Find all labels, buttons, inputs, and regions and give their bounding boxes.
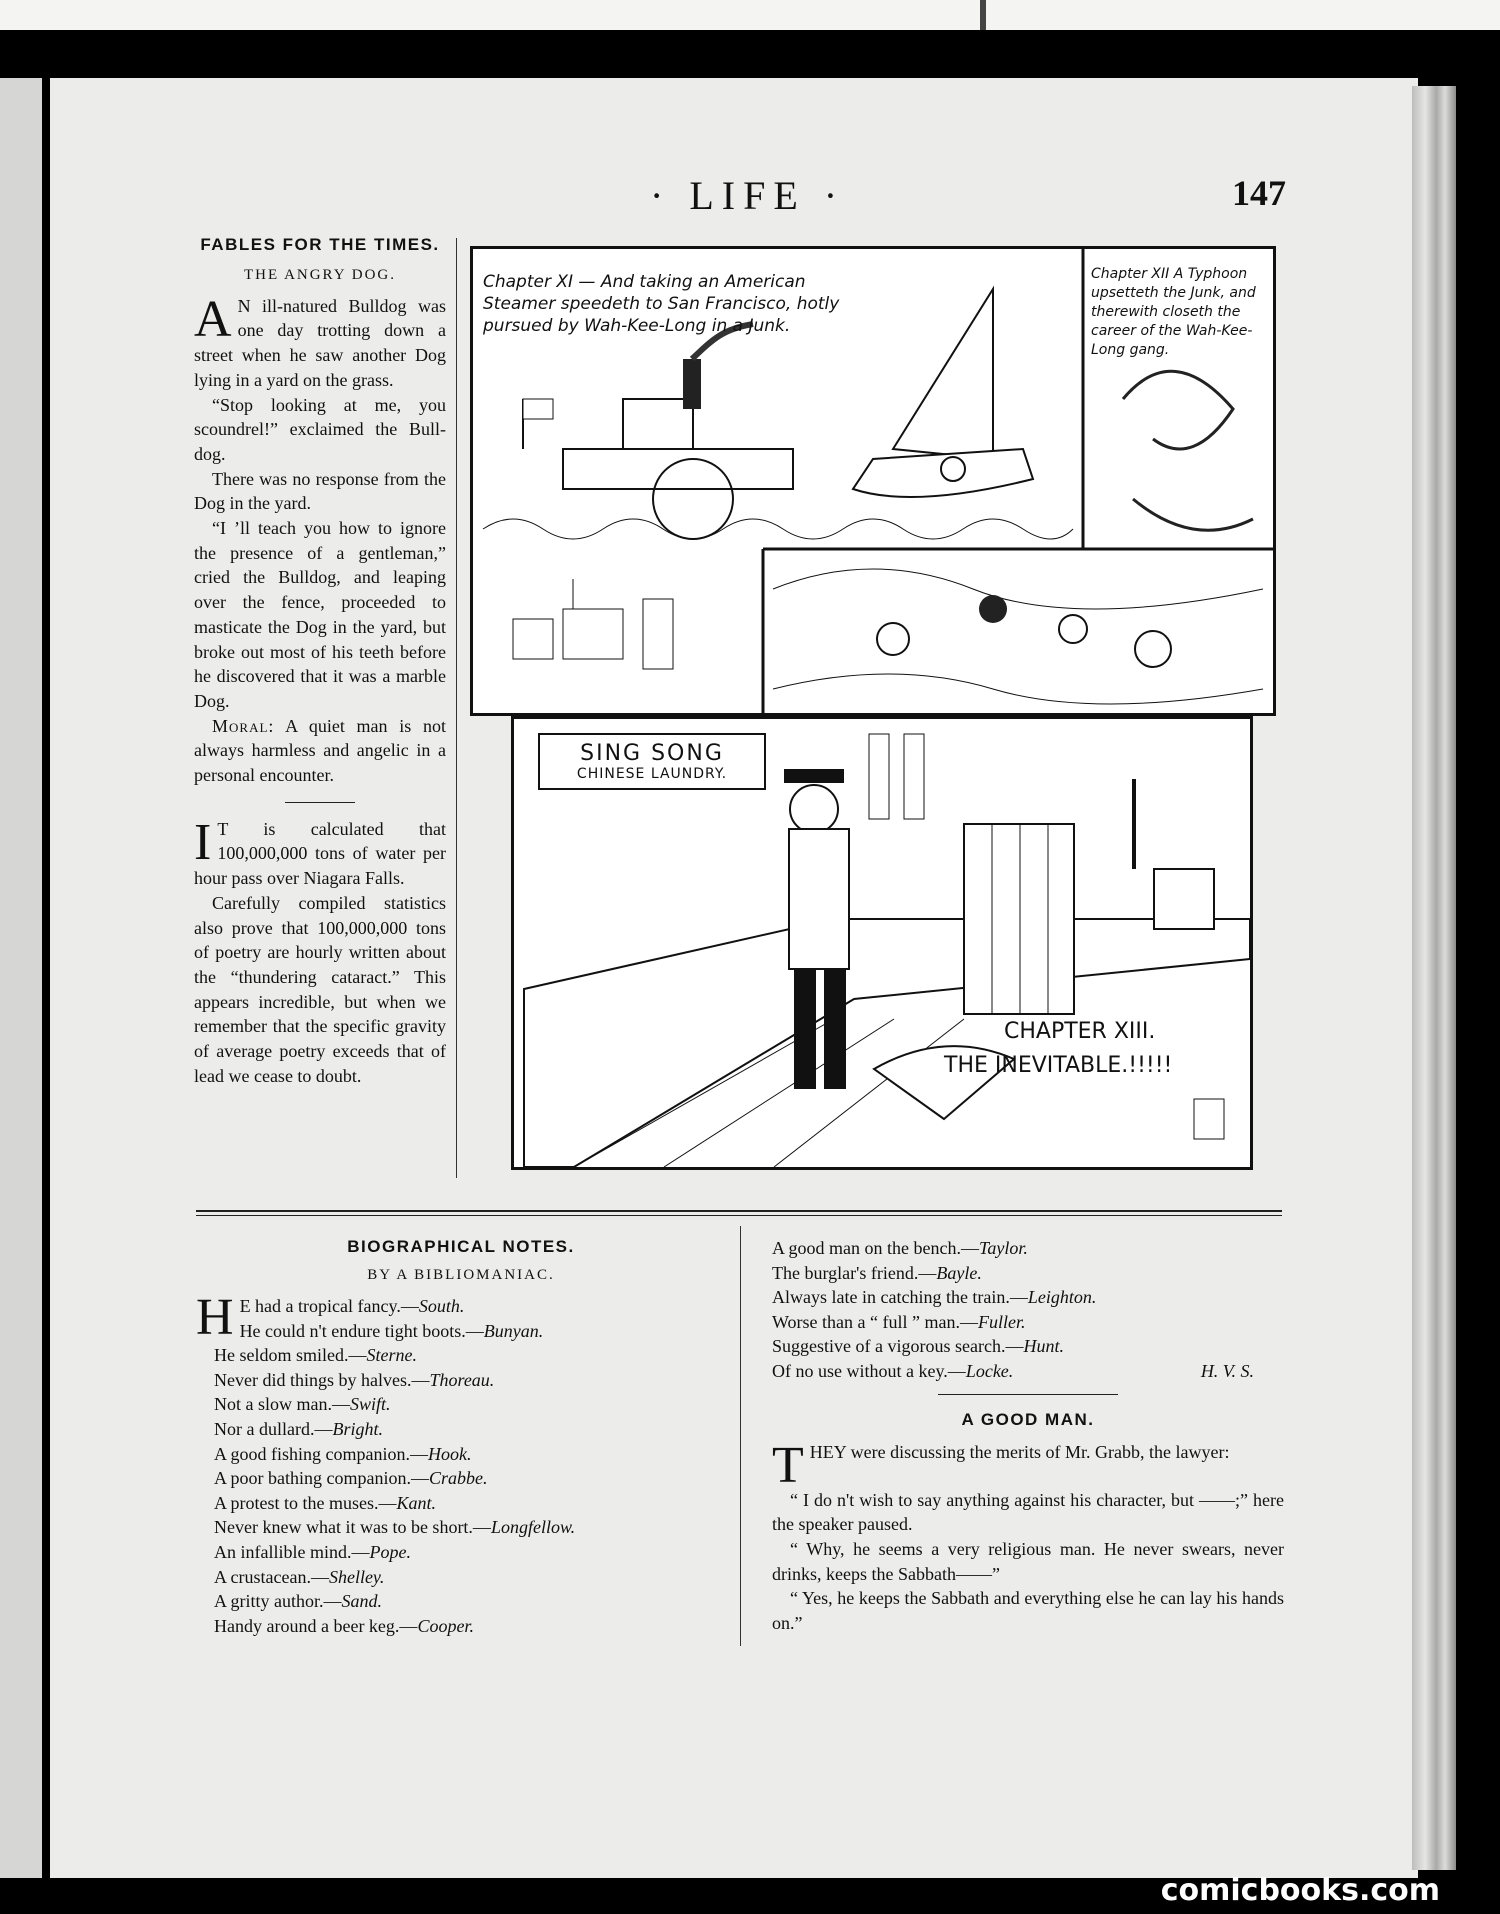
cartoon-bottom-panel: [511, 716, 1253, 1170]
fables-heading: FABLES FOR THE TIMES.: [200, 235, 440, 254]
bio-line: Handy around a beer keg.—Cooper.: [214, 1615, 474, 1636]
bio-line: Never knew what it was to be short.—Longfellow.: [214, 1517, 576, 1538]
magazine-title: · LIFE ·: [650, 173, 846, 218]
bio-line: Not a slow man.—Swift.: [214, 1394, 391, 1415]
good-man-paragraph: “ Yes, he keeps the Sabbath and everything else he can lay his hands on.”: [772, 1588, 1284, 1634]
section-divider: [938, 1394, 1118, 1395]
cartoon-top-panel: [470, 246, 1276, 716]
moral-label: Moral:: [212, 715, 275, 736]
niagara-paragraph: T is calculated that 100,000,000 tons of water per hour pass over Niagara Falls.: [194, 818, 446, 889]
good-man-dropcap: T: [772, 1436, 804, 1494]
column-rule: [456, 238, 457, 1178]
bio-line: The burglar's friend.—Bayle.: [772, 1262, 982, 1283]
stacked-page-edges: [1412, 86, 1456, 1870]
fables-paragraph: “I ’ll teach you how to ignore the presence of a gentleman,” cried the Bulldog, and leaping over the fence, proceeded to masticate the Dog in the yard, but broke out most of his teeth before he discovered that it was a marble Dog.: [194, 518, 446, 711]
bio-signature: H. V. S.: [1200, 1360, 1254, 1381]
sign-line-2: CHINESE LAUNDRY.: [576, 766, 728, 782]
moral-text: A quiet man is not always harmless and angelic in a personal encounter.: [194, 715, 446, 786]
niagara-dropcap: I: [194, 813, 212, 871]
section-rule: [196, 1215, 1282, 1216]
bio-line: He seldom smiled.—Sterne.: [214, 1345, 417, 1366]
left-page-edge: [0, 78, 42, 1878]
bio-line: A crustacean.—Shelley.: [214, 1566, 385, 1587]
bio-subheading: BY A BIBLIOMANIAC.: [367, 1267, 555, 1283]
chapter-12-caption: Chapter XII A Typhoon upsetteth the Junk, and therewith closeth the career of the Wah-Kee-Long gang.: [1091, 266, 1256, 358]
bio-line: Suggestive of a vigorous search.—Hunt.: [772, 1336, 1064, 1357]
fables-paragraph: N ill-natured Bulldog was one day trotting down a street when he saw another Dog lying in a yard on the grass.: [194, 295, 446, 390]
page-number: 147: [1232, 173, 1286, 213]
good-man-paragraph: “ Why, he seems a very religious man. He never swears, never drinks, keeps the Sabbath——”: [772, 1538, 1284, 1584]
bio-line: A protest to the muses.—Kant.: [214, 1492, 437, 1513]
bio-column: [196, 1236, 726, 1638]
bio-line: H E had a tropical fancy.—South.: [196, 1289, 465, 1346]
chapter-11-caption: Chapter XI — And taking an American Steamer speedeth to San Francisco, hotly pursued by Wah-Kee-Long in a Junk.: [483, 272, 840, 336]
right-column: [772, 1236, 1284, 1636]
bio-line: He could n't endure tight boots.—Bunyan.: [239, 1320, 544, 1341]
bio-line: Worse than a “ full ” man.—Fuller.: [772, 1311, 1026, 1332]
good-man-paragraph: “ I do n't wish to say anything against his character, but ——;” here the speaker paused.: [772, 1489, 1284, 1535]
bio-line: An infallible mind.—Pope.: [214, 1541, 411, 1562]
bio-line: A poor bathing companion.—Crabbe.: [214, 1468, 488, 1489]
bio-heading: BIOGRAPHICAL NOTES.: [347, 1237, 575, 1256]
good-man-heading: A GOOD MAN.: [961, 1409, 1095, 1429]
column-rule: [740, 1226, 741, 1646]
niagara-paragraph: Carefully compiled statistics also prove that 100,000,000 tons of poetry are hourly written about the “thundering cataract.” This appears incredible, but when we remember that the specific gravity of average poetry exceeds that of lead we cease to doubt.: [194, 892, 446, 1086]
sign-line-1: SING SONG: [580, 741, 724, 766]
bio-line: A good man on the bench.—Taylor.: [772, 1238, 1028, 1258]
fables-paragraph: “Stop looking at me, you scoundrel!” exclaimed the Bull-dog.: [194, 394, 446, 464]
fables-paragraph: There was no response from the Dog in the yard.: [194, 468, 446, 514]
section-rule: [196, 1210, 1282, 1212]
bio-dropcap: H: [196, 1289, 234, 1346]
chapter-13-subtitle: THE INEVITABLE.!!!!!: [944, 1053, 1173, 1078]
previous-page-strip: [0, 0, 1500, 30]
fables-subheading: THE ANGRY DOG.: [243, 267, 397, 283]
good-man-text: THEY were discussing the merits of Mr. Grabb, the lawyer: “ I do n't wish to say anything against his character, but ——;” here the speaker paused. “ Why, he seems a very religious man. He never swears, never drinks, keeps the Sabbath——” “ Yes, he keeps the Sabbath and everything else he can lay his hands on.”: [772, 1440, 1284, 1636]
bio-line: Nor a dullard.—Bright.: [214, 1418, 383, 1439]
fables-column: [194, 234, 446, 1089]
bio-line: A good fishing companion.—Hook.: [214, 1443, 472, 1464]
section-divider: [285, 802, 355, 803]
bio-line: A gritty author.—Sand.: [214, 1591, 382, 1612]
bio-line: Always late in catching the train.—Leighton.: [772, 1287, 1097, 1308]
chapter-13-title: CHAPTER XIII.: [1004, 1019, 1156, 1044]
laundry-sign: [538, 733, 766, 790]
bio-line: Of no use without a key.—Locke. H. V. S.: [772, 1359, 1284, 1384]
bio-line: Never did things by halves.—Thoreau.: [214, 1369, 495, 1390]
watermark: comicbooks.com: [1160, 1873, 1440, 1908]
fables-dropcap: A: [194, 290, 232, 348]
